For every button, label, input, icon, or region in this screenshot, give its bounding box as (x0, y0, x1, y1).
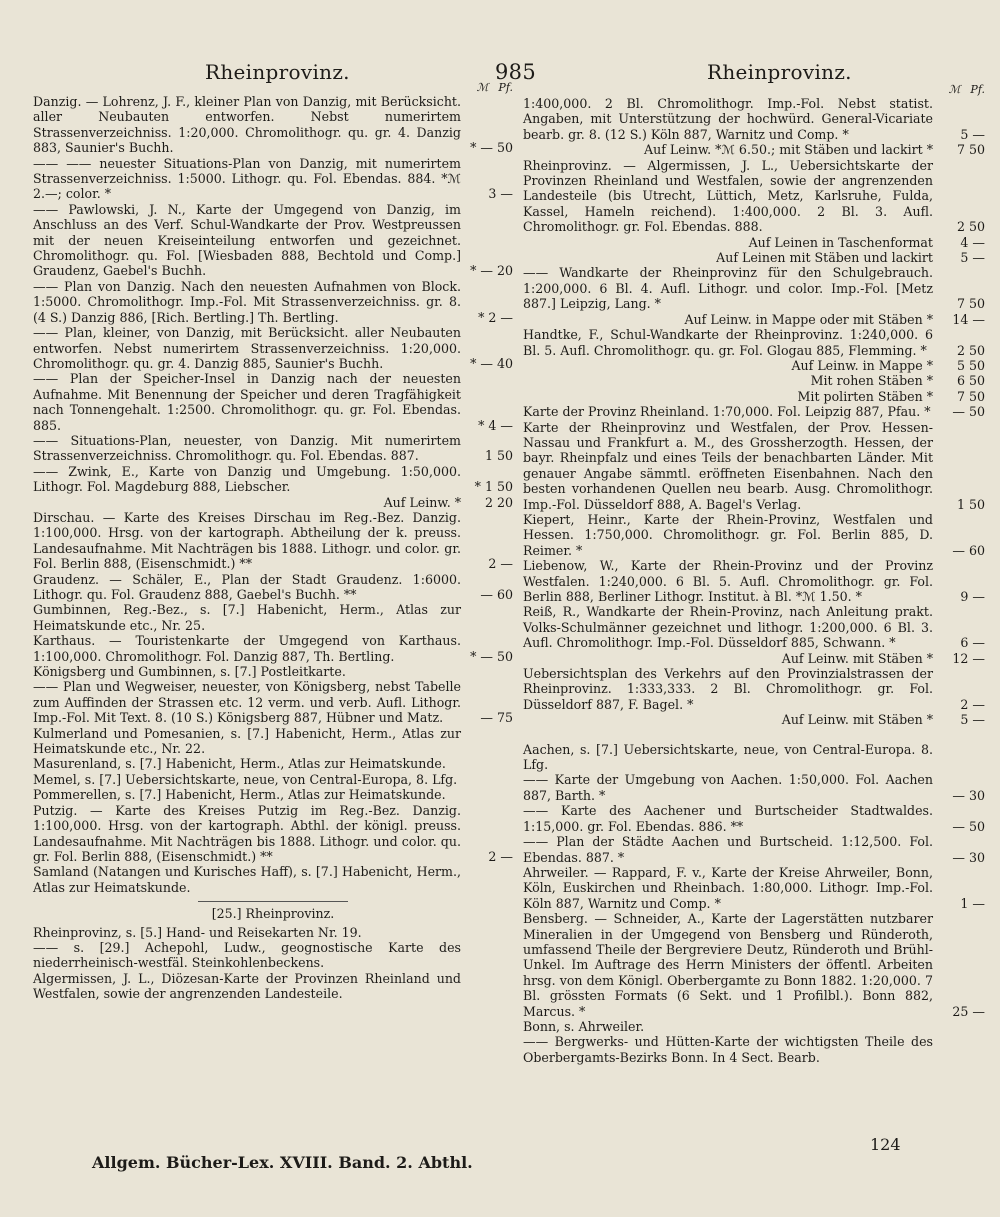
catalog-entry (523, 420, 985, 512)
entry-text: —— Bergwerks- und Hütten-Karte der wichtigsten Theile des Oberbergamts-Bezirks Bonn. In 4 Sect. Bearb. (523, 1034, 933, 1065)
catalog-entry (33, 602, 513, 633)
mark-label: ℳ (948, 83, 961, 96)
catalog-entry (523, 712, 985, 727)
entry-price: 3 — (488, 186, 513, 202)
entry-text: —— Plan der Städte Aachen und Burtscheid. 1:12,500. Fol. Ebendas. 887. * (523, 834, 933, 865)
left-entry-list (33, 94, 513, 895)
catalog-entry (523, 389, 985, 404)
currency-header-right (523, 82, 985, 96)
entry-price: * — 50 (470, 140, 513, 156)
entry-price: — 30 (952, 787, 985, 803)
entry-price: 4 — (960, 234, 985, 250)
entry-text: Bonn, s. Ahrweiler. (523, 1018, 645, 1034)
entry-text: Auf Leinw. mit Stäben * (781, 650, 933, 666)
catalog-entry (33, 572, 513, 603)
entry-text: Handtke, F., Schul-Wandkarte der Rheinprovinz. 1:240,000. 6 Bl. 5. Aufl. Chromolithogr. qu. gr. Fol. Glogau 885, Flemming. * (523, 327, 933, 358)
catalog-entry (33, 726, 513, 757)
catalog-entry (523, 404, 985, 419)
entry-price: — 60 (480, 587, 513, 602)
catalog-entry (523, 834, 985, 865)
entry-price: 2 50 (956, 342, 985, 358)
right-entry-list (523, 96, 985, 1065)
entry-price: 5 — (960, 126, 985, 142)
entry-text: —— —— neuester Situations-Plan von Danzig, mit numerirtem Strassenverzeichniss. 1:5000. Lithogr. qu. Fol. Ebendas. 884. *ℳ 2.—; color. * (33, 155, 461, 202)
entry-text: Pommerellen, s. [7.] Habenicht, Herm., Atlas zur Heimatskunde. (33, 787, 446, 803)
entry-price: 9 — (960, 589, 985, 604)
entry-text: Graudenz. — Schäler, E., Plan der Stadt Graudenz. 1:6000. Lithogr. qu. Fol. Graudenz 888, Gaebel's Buchh. ** (33, 571, 461, 602)
page-number: 985 (495, 60, 536, 84)
entry-text: Algermissen, J. L., Diözesan-Karte der Provinzen Rheinland und Westfalen, sowie der angrenzenden Landesteile. (33, 970, 461, 1002)
entry-price: 14 — (952, 311, 985, 327)
entry-price: 2 — (488, 848, 513, 864)
catalog-entry (523, 250, 985, 265)
catalog-entry (33, 156, 513, 202)
footer-signature: Allgem. Bücher-Lex. XVIII. Band. 2. Abthl. (92, 1153, 473, 1172)
entry-text: —— Plan der Speicher-Insel in Danzig nach der neuesten Aufnahme. Mit Benennung der Speicher und deren Tragfähigkeit nach Tonnengehalt. 1:2500. Chromolithogr. qu. gr. Fol. Ebendas. 885. (33, 371, 461, 433)
entry-text: —— Karte der Umgebung von Aachen. 1:50,000. Fol. Aachen 887, Barth. * (523, 772, 933, 803)
entry-price: 1 50 (484, 448, 513, 464)
catalog-entry (33, 279, 513, 325)
entry-text: —— s. [29.] Achepohl, Ludw., geognostische Karte des niederrheinisch-westfäl. Steinkohlenbeckens. (33, 939, 461, 971)
entry-price: * — 50 (470, 648, 513, 664)
catalog-entry (33, 495, 513, 510)
left-column (33, 80, 513, 1002)
catalog-entry (523, 604, 985, 650)
sheet-number: 124 (870, 1135, 901, 1154)
catalog-entry (523, 358, 985, 373)
catalog-entry (33, 633, 513, 664)
catalog-entry (33, 772, 513, 787)
catalog-entry (523, 1034, 985, 1065)
entry-text: —— Plan von Danzig. Nach den neuesten Aufnahmen von Block. 1:5000. Chromolithogr. Imp.-Fol. Mit Strassenverzeichniss. gr. 8. (4 S.) Danzig 886, [Rich. Bertling.] Th. Bertling. (33, 278, 461, 325)
entry-price: 1 — (960, 895, 985, 911)
entry-text: Uebersichtsplan des Verkehrs auf den Provinzialstrassen der Rheinprovinz. 1:333,333. 2 Bl. Chromolithogr. gr. Fol. Düsseldorf 887, F. Bagel. * (523, 666, 933, 712)
entry-text: Königsberg und Gumbinnen, s. [7.] Postleitkarte. (33, 664, 346, 680)
catalog-entry (33, 679, 513, 725)
entry-text: Dirschau. — Karte des Kreises Dirschau im Reg.-Bez. Danzig. 1:100,000. Hrsg. von der kartograph. Abtheilung der k. preuss. Landesaufnahme. Mit Nachträgen bis 1888. Lithogr. und color. gr. Fol. Berlin 888, (Eisenschmidt.) ** (33, 509, 461, 572)
catalog-entry (33, 864, 513, 895)
entry-text: Reiß, R., Wandkarte der Rhein-Provinz, nach Anleitung prakt. Volks-Schulmänner gezeichnet und lithogr. 1:200,000. 6 Bl. 3. Aufl. Chromolithogr. Imp.-Fol. Düsseldorf 885, Schwann. * (523, 604, 933, 651)
entry-price: 2 — (960, 696, 985, 712)
running-head-right: Rheinprovinz. (707, 60, 852, 84)
entry-price: * — 40 (470, 355, 513, 371)
running-head-left: Rheinprovinz. (205, 60, 350, 84)
catalog-entry (523, 142, 985, 157)
entry-text: —— Zwink, E., Karte von Danzig und Umgebung. 1:50,000. Lithogr. Fol. Magdeburg 888, Liebscher. (33, 463, 461, 495)
entry-price: — 60 (952, 542, 985, 558)
catalog-entry (523, 803, 985, 834)
entry-text: —— Karte des Aachener und Burtscheider Stadtwaldes. 1:15,000. gr. Fol. Ebendas. 886. ** (523, 803, 933, 834)
entry-price: 2 50 (956, 219, 985, 235)
entry-text: Memel, s. [7.] Uebersichtskarte, neue, von Central-Europa, 8. Lfg. (33, 771, 458, 787)
entry-text: Auf Leinw. in Mappe * (791, 357, 933, 373)
entry-price: * 4 — (478, 417, 513, 433)
pf-label: Pf. (498, 81, 513, 94)
entry-price: 5 — (960, 712, 985, 728)
catalog-entry (523, 1019, 985, 1034)
entry-text: Rheinprovinz, s. [5.] Hand- und Reisekarten Nr. 19. (33, 924, 362, 940)
entry-text: Rheinprovinz. — Algermissen, J. L., Uebersichtskarte der Provinzen Rheinland und Westfalen, sowie der angrenzenden Landesteile (bis Utrecht, Lüttich, Metz, Karlsruhe, Fulda, Kassel, Hameln reichend). 1:400,000. 2 Bl. 3. Aufl. Chromolithogr. gr. Fol. Ebendas. 888. (523, 157, 933, 235)
entry-text: Karthaus. — Touristenkarte der Umgegend von Karthaus. 1:100,000. Chromolithogr. Fol. Danzig 887, Th. Bertling. (33, 633, 461, 664)
entry-text: Aachen, s. [7.] Uebersichtskarte, neue, von Central-Europa. 8. Lfg. (523, 741, 933, 773)
entry-text: Ahrweiler. — Rappard, F. v., Karte der Kreise Ahrweiler, Bonn, Köln, Euskirchen und Rheinbach. 1:80,000. Lithogr. Imp.-Fol. Köln 887, Warnitz und Comp. * (523, 864, 933, 911)
entry-price: — 50 (952, 818, 985, 834)
entry-price: 6 — (960, 635, 985, 651)
entry-text: Auf Leinw. *ℳ 6.50.; mit Stäben und lackirt * (644, 142, 933, 158)
catalog-entry (33, 325, 513, 371)
entry-text: Samland (Natangen und Kurisches Haff), s. [7.] Habenicht, Herm., Atlas zur Heimatskunde. (33, 864, 461, 895)
entry-text: Auf Leinw. in Mappe oder mit Stäben * (684, 311, 933, 327)
catalog-entry (523, 911, 985, 1019)
entry-text: Mit polirten Stäben * (797, 388, 933, 404)
entry-text: Auf Leinen in Taschenformat (748, 234, 933, 250)
entry-text: Gumbinnen, Reg.-Bez., s. [7.] Habenicht, Herm., Atlas zur Heimatskunde etc., Nr. 25. (33, 602, 461, 633)
entry-price: * 2 — (478, 309, 513, 325)
entry-price: — 50 (952, 404, 985, 420)
catalog-entry (523, 651, 985, 666)
entry-text: Mit rohen Stäben * (810, 373, 933, 389)
entry-text: Karte der Provinz Rheinland. 1:70,000. Fol. Leipzig 887, Pfau. * (523, 404, 931, 420)
entry-price: 5 — (960, 250, 985, 266)
catalog-entry (33, 971, 513, 1002)
entry-text: Danzig. — Lohrenz, J. F., kleiner Plan von Danzig, mit Berücksicht. aller Neubauten entworfen. Nebst numerirtem Strassenverzeichniss. 1:20,000. Chromolithogr. qu. gr. 4. Danzig 883, Saunier's Buchh. (33, 94, 461, 156)
catalog-entry (33, 202, 513, 279)
right-column (523, 82, 985, 1065)
entry-price: 25 — (952, 1003, 985, 1019)
spacer (523, 728, 985, 742)
catalog-entry (33, 464, 513, 495)
catalog-entry (523, 158, 985, 235)
entry-price: 12 — (952, 650, 985, 666)
catalog-entry (33, 940, 513, 971)
catalog-entry (33, 803, 513, 865)
currency-header-left (33, 80, 513, 94)
entry-text: Karte der Rheinprovinz und Westfalen, der Prov. Hessen-Nassau und Frankfurt a. M., des Grossherzogth. Hessen, der bayr. Rheinpfalz und eines Teils der benachbarten Länder. Mit genauer Angabe sämmtl. eröffneten Eisenbahnen. Nach den besten vorhandenen Quellen neu bearb. Ausg. Chromolithogr. Imp.-Fol. Düsseldorf 888, A. Bagel's Verlag. (523, 419, 933, 512)
entry-price: 7 50 (956, 296, 985, 312)
catalog-entry (523, 772, 985, 803)
entry-text: —— Situations-Plan, neuester, von Danzig. Mit numerirtem Strassenverzeichniss. Chromolithogr. qu. Fol. Ebendas. 887. (33, 432, 461, 464)
entry-text: Kiepert, Heinr., Karte der Rhein-Provinz, Westfalen und Hessen. 1:750,000. Chromolithogr. gr. Fol. Berlin 885, D. Reimer. * (523, 511, 933, 558)
catalog-entry (33, 925, 513, 940)
catalog-entry (523, 235, 985, 250)
entry-price: 6 50 (956, 373, 985, 389)
catalog-entry (523, 96, 985, 142)
catalog-entry (33, 371, 513, 433)
entry-text: Auf Leinen mit Stäben und lackirt (716, 250, 933, 266)
entry-price: * — 20 (470, 263, 513, 279)
entry-price: — 30 (952, 849, 985, 865)
catalog-entry (523, 373, 985, 388)
pf-label: Pf. (970, 83, 985, 96)
catalog-entry (523, 327, 985, 358)
catalog-entry (523, 265, 985, 311)
entry-text: Liebenow, W., Karte der Rhein-Provinz und der Provinz Westfalen. 1:240,000. 6 Bl. 5. Aufl. Chromolithogr. gr. Fol. Berlin 888, Berliner Lithogr. Institut. à Bl. *ℳ 1.50. * (523, 558, 933, 604)
entry-text: Bensberg. — Schneider, A., Karte der Lagerstätten nutzbarer Mineralien in der Umgegend von Bensberg und Ründeroth, umfassend Theile der Bergreviere Deutz, Ründeroth und Brühl-Unkel. Im Auftrage des Herrn Ministers der öffentl. Arbeiten hrsg. von dem Königl. Oberbergamte zu Bonn 1882. 1:20,000. 7 Bl. grössten Formats (6 Sekt. und 1 Profilbl.). Bonn 882, Marcus. * (523, 911, 933, 1019)
entry-text: —— Plan, kleiner, von Danzig, mit Berücksicht. aller Neubauten entworfen. Nebst numerirtem Strassenverzeichniss. 1:20,000. Chromolithogr. qu. gr. 4. Danzig 885, Saunier's Buchh. (33, 325, 461, 371)
entry-text: Masurenland, s. [7.] Habenicht, Herm., Atlas zur Heimatskunde. (33, 756, 446, 772)
entry-text: —— Pawlowski, J. N., Karte der Umgegend von Danzig, im Anschluss an des Verf. Schul-Wandkarte der Prov. Westpreussen mit der neuen Kreiseinteilung entworfen und gezeichnet. Chromolithogr. qu. Fol. [Wiesbaden 888, Bechtold und Comp.] Graudenz, Gaebel's Buchh. (33, 201, 461, 279)
catalog-entry (523, 558, 985, 604)
catalog-entry (33, 433, 513, 464)
section-heading: [25.] Rheinprovinz. (211, 906, 335, 922)
entry-price: * 1 50 (474, 479, 513, 495)
section-rule (198, 901, 348, 902)
entry-price: 2 — (488, 556, 513, 572)
mark-label: ℳ (476, 81, 489, 94)
entry-text: —— Wandkarte der Rheinprovinz für den Schulgebrauch. 1:200,000. 6 Bl. 4. Aufl. Lithogr. und color. Imp.-Fol. [Metz 887.] Leipzig, Lang. * (523, 265, 933, 312)
entry-text: Putzig. — Karte des Kreises Putzig im Reg.-Bez. Danzig. 1:100,000. Hrsg. von der kartograph. Abthl. der königl. preuss. Landesaufnahme. Mit Nachträgen bis 1888. Lithogr. und color. qu. gr. Fol. Berlin 888, (Eisenschmidt.) ** (33, 802, 461, 864)
entry-text: Kulmerland und Pomesanien, s. [7.] Habenicht, Herm., Atlas zur Heimatskunde etc., Nr. 22. (33, 725, 461, 757)
catalog-entry (33, 510, 513, 572)
entry-text: Auf Leinw. * (383, 494, 461, 510)
catalog-entry (523, 865, 985, 911)
entry-text: Auf Leinw. mit Stäben * (781, 712, 933, 728)
catalog-entry (523, 512, 985, 558)
catalog-entry (33, 664, 513, 679)
catalog-entry (33, 756, 513, 771)
catalog-entry (523, 742, 985, 773)
entry-text: 1:400,000. 2 Bl. Chromolithogr. Imp.-Fol. Nebst statist. Angaben, mit Unterstützung der hochwürd. General-Vicariate bearb. gr. 8. (12 S.) Köln 887, Warnitz und Comp. * (523, 96, 933, 142)
entry-price: 5 50 (956, 357, 985, 373)
entry-price: 7 50 (956, 142, 985, 158)
left-tail-list (33, 925, 513, 1002)
catalog-entry (33, 94, 513, 156)
catalog-entry (33, 787, 513, 802)
entry-price: 7 50 (956, 388, 985, 404)
entry-text: —— Plan und Wegweiser, neuester, von Königsberg, nebst Tabelle zum Auffinden der Strassen etc. 12 verm. und verb. Aufl. Lithogr. Imp.-Fol. Mit Text. 8. (10 S.) Königsberg 887, Hübner und Matz. (33, 679, 461, 726)
entry-price: 1 50 (956, 496, 985, 512)
entry-price: — 75 (480, 710, 513, 726)
catalog-entry (523, 666, 985, 712)
catalog-entry (523, 312, 985, 327)
entry-price: 2 20 (484, 494, 513, 510)
